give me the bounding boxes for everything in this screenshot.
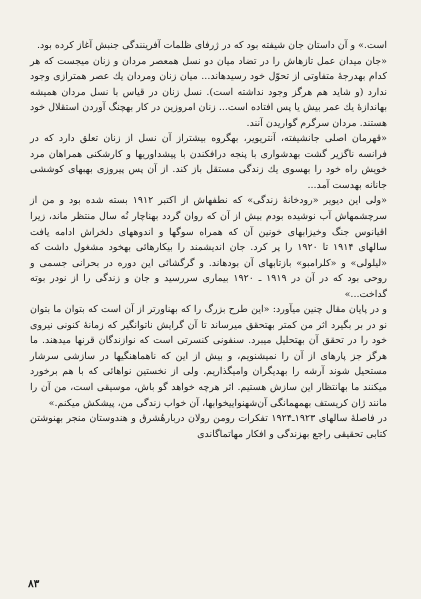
page-number: ۸۳	[28, 578, 40, 590]
paragraph-6: در فاصلهٔ سالهای ۱۹۲۳ـ۱۹۲۴ تفکرات رومن رولان دربارهٔشرق و هندوستان منجر بهنوشتن کتابی تحقیقی راجع بهزندگی و افکار مهاتماگاندی	[30, 413, 387, 440]
page-body	[30, 38, 387, 442]
paragraph-3: «قهرمان اصلی جانشیفته، آنتریویر، بهگروه بیشتراز آن نسل از زنان تعلق دارد که در فرانسه ناگزیر گشت بهدشواری با پنجه درافکندن با پیشداوریها و کارشکنی همراهان مرد خویش راه خود را بهسوی یك زندگی مستقل باز کند. از آن پس پیروزی بهبهای کوششی جانانه بهدست آمد...	[30, 133, 387, 191]
paragraph-2: «جان میدان عمل تازهاش را در تضاد میان دو نسل همعصر مردان و زنان میجست که هر کدام بهدرجهٔ متفاوتی از تحوّل خود رسیدهاند... میان زنان ومردان یك عصر همترازی وجود ندارد (و شاید هم هرگز وجود نداشته است). نسل زنان در قیاس با نسل مردان همیشه بهاندازهٔ یك عمر بیش یا پس افتاده است... زنان امروزین در کار بهچنگ آوردن استقلال خود هستند. مردان سرگرم گواریدن آنند.	[30, 55, 387, 129]
paragraph-5: و در پایان مقال چنین میآورد: «این طرح بزرگ را که بهناورتر از آن است که بتوان ما بتوان نو در بر بگیرد اثر من کمتر بهتحقق میرساند تا آن گرایش ناتوانگیر که زمانهٔ کنونی نیروی خود را در تحقق آن بهتحلیل میبرد. سنفونی کنسرتی است که نوازندگان قرنها میدهند. ما هرگز جز پارهای از آن را نمیشنویم، و بیش از این که ناهماهنگیها در سازشی سرشار مستحیل شوند آرشه را بهدیگران وامیگذاریم. ولی از نخستین نواهائی که با هم برخورد میکنند ما بهانتظار این سازش هستیم. اثر هرچه خواهد گو باش، موسیقی است، من آن را مانند ژان کریستف بهمهمانگی آن‌شهنواییخوابها، آن خواب زندگی من، پیشکش میکنم.»	[30, 304, 387, 409]
paragraph-4: «ولی این دیویر «رودخانهٔ زندگی» که نطفهاش از اکتبر ۱۹۱۲ بسته شده بود و من از سرچشمهاش آب نوشیده بودم بیش از آن که روان گردد بهناچار نُه سال منتظر ماند، زیرا اقیانوس جنگ وخیزابهای خونین آن که همراه سوگها و اندوههای دلخراش ادامه یافت سالهای ۱۹۱۴ تا ۱۹۲۰ را پر کرد. جان اندیشمند را بیکارهائی بهخود مشغول داشت که «لیلولی» و «کلرامبو» بازتابهای آن بودهاند. و گرگشائی این دوره در بحرانی جسمی و روحی بود که در آن در ۱۹۱۹ ـ ۱۹۲۰ بیماری سررسید و جان و زندگی را از نودر بوته گداخت...»	[30, 195, 387, 300]
paragraph-1: است.» و آن داستان جان شیفته بود که در ژرفای ظلمات آفرینندگی جنبش آغاز کرده بود.	[37, 40, 387, 51]
